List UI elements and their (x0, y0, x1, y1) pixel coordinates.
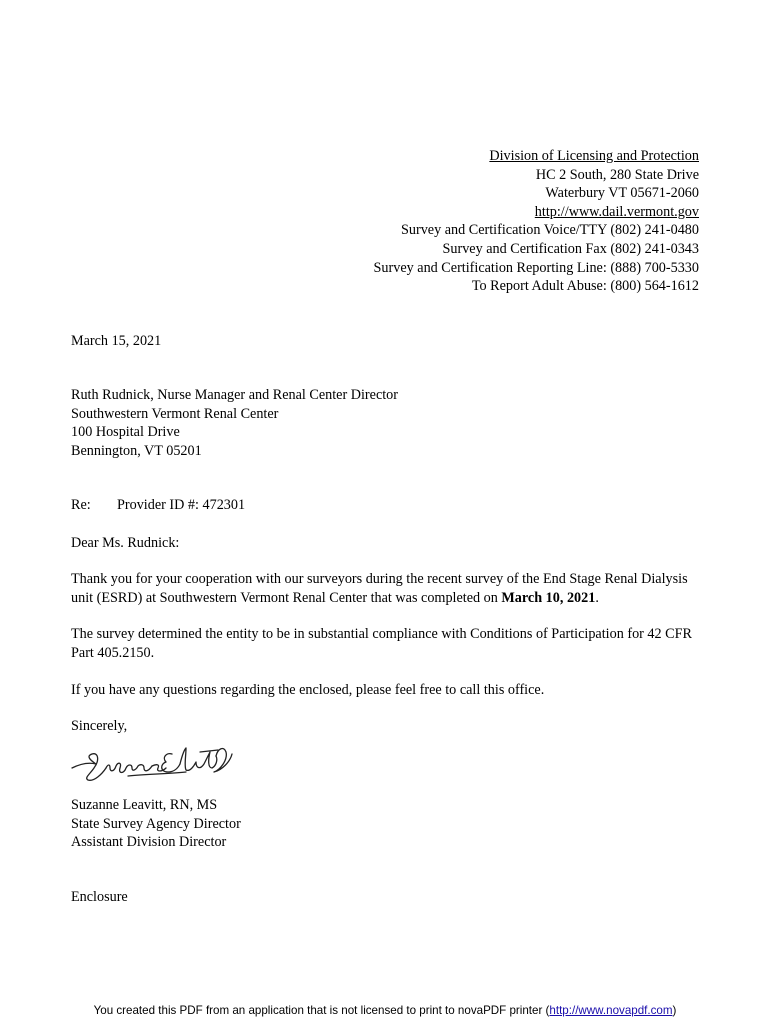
body-paragraph-3: If you have any questions regarding the enclosed, please feel free to call this office. (71, 682, 545, 698)
footer-end: ) (672, 1004, 677, 1017)
letterhead-address-2: Waterbury VT 05671-2060 (545, 185, 699, 202)
letterhead-address-1: HC 2 South, 280 State Drive (535, 166, 699, 183)
closing: Sincerely, (71, 718, 128, 734)
recipient-line-3: 100 Hospital Drive (71, 424, 180, 441)
body-paragraph-1 (71, 570, 711, 607)
fax-line: Survey and Certification Fax (802) 241-0343 (442, 240, 699, 257)
re-label: Re: (71, 497, 91, 513)
voice-line: Survey and Certification Voice/TTY (802) 241-0480 (400, 222, 699, 239)
signature-image (66, 738, 246, 788)
recipient-address (71, 386, 398, 460)
completion-date: March 10, 2021 (501, 589, 596, 606)
footer-notice (0, 1004, 770, 1017)
p1-text: Thank you for your cooperation with our surveyors during the recent survey of the End Stage Renal Dialysis unit (ESRD) at Southwestern Vermont Renal Center that was completed on (71, 571, 688, 606)
signer-name: Suzanne Leavitt, RN, MS (71, 797, 218, 813)
abuse-line: To Report Adult Abuse: (800) 564-1612 (471, 278, 699, 295)
signer-title-1: State Survey Agency Director (71, 815, 241, 832)
salutation: Dear Ms. Rudnick: (71, 535, 180, 551)
division-name: Division of Licensing and Protection (489, 148, 699, 164)
recipient-line-1: Ruth Rudnick, Nurse Manager and Renal Center Director (71, 387, 399, 403)
re-line (71, 496, 245, 515)
signer-block (71, 796, 241, 852)
recipient-line-2: Southwestern Vermont Renal Center (71, 405, 279, 422)
website-link[interactable]: http://www.dail.vermont.gov (534, 203, 699, 220)
p1-end: . (595, 589, 599, 606)
footer-link[interactable]: http://www.novapdf.com (549, 1004, 673, 1017)
reporting-line: Survey and Certification Reporting Line: (888) 700-5330 (373, 259, 699, 276)
provider-id: Provider ID #: 472301 (117, 497, 246, 513)
letter-date: March 15, 2021 (71, 333, 162, 349)
body-paragraph-2: The survey determined the entity to be in substantial compliance with Conditions of Participation for 42 CFR Part 405.2150. (71, 626, 692, 661)
letterhead (374, 147, 699, 296)
footer-text: You created this PDF from an application that is not licensed to print to novaPDF printer ( (93, 1004, 550, 1017)
enclosure: Enclosure (71, 889, 128, 905)
signer-title-2: Assistant Division Director (71, 834, 227, 851)
recipient-line-4: Bennington, VT 05201 (71, 442, 202, 459)
